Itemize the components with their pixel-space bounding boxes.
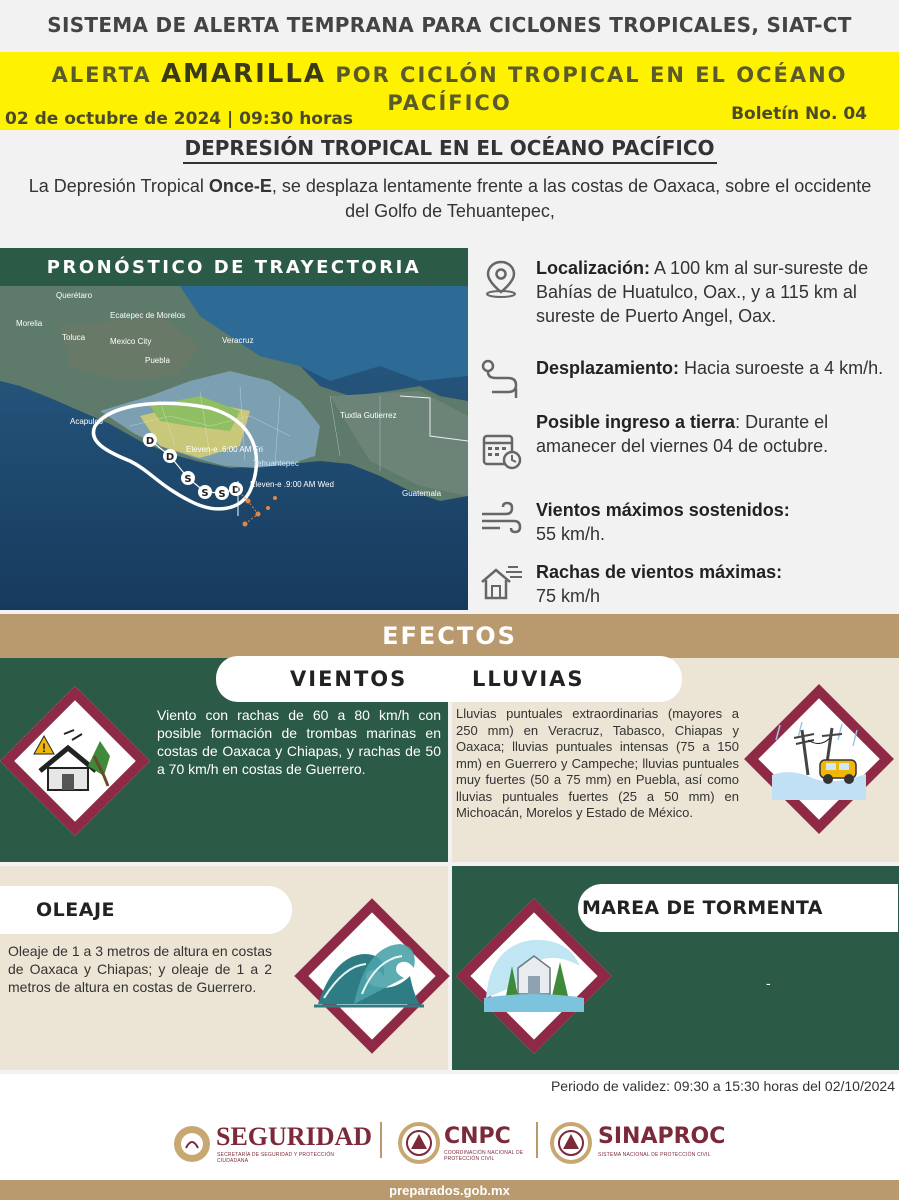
- track-point: [181, 471, 195, 485]
- seguridad-emblem-icon: [172, 1124, 212, 1164]
- map-label: Puebla: [145, 356, 170, 365]
- winds-hazard-sign: [0, 686, 150, 836]
- alert-level: AMARILLA: [160, 59, 327, 89]
- cnpc-logo-sub: COORDINACIÓN NACIONAL DE PROTECCIÓN CIVIL: [444, 1150, 524, 1162]
- svg-text:!: !: [42, 741, 46, 755]
- forecast-label: Eleven-e .9:00 AM Wed: [250, 480, 334, 489]
- forecast-label: Eleven-e .6:00 AM Fri: [186, 445, 263, 454]
- wind-house-icon: [30, 726, 120, 796]
- system-title: SISTEMA DE ALERTA TEMPRANA PARA CICLONES TROPICALES, SIAT-CT: [47, 13, 852, 37]
- svg-text:D: D: [231, 485, 241, 496]
- surge-house-icon: [484, 936, 584, 1012]
- rain-text: Lluvias puntuales extraordinarias (mayores a 250 mm) en Veracruz, Tabasco, Chiapas y Oaxaca; lluvias puntuales intensas (75 a 150 mm) en Guerrero y Campeche; lluvias puntuales muy fuertes (50 a 75 mm) en Puebla, así como lluvias puntuales fuertes (25 a 50 mm) en Michoacán, Morelos y Estado de México.: [456, 706, 739, 820]
- footer-url-bar: [0, 1180, 899, 1200]
- effects-heading: EFECTOS: [0, 614, 899, 658]
- map-label: Guatemala: [402, 489, 442, 498]
- rain-title: LLUVIAS: [472, 667, 585, 691]
- map-label: Acapulco: [70, 417, 103, 426]
- trajectory-map: [0, 286, 468, 610]
- svg-text:S: S: [184, 474, 192, 485]
- track-point: [229, 482, 243, 496]
- sinaproc-logo-name: SINAPROC: [598, 1124, 726, 1149]
- waves-hazard-sign: [292, 896, 452, 1056]
- system-heading: DEPRESIÓN TROPICAL EN EL OCÉANO PACÍFICO: [0, 136, 899, 160]
- track-point: [143, 433, 157, 447]
- validity-bar: [0, 1074, 899, 1100]
- winds-text: Viento con rachas de 60 a 80 km/h con posible formación de trombas marinas en costas de Oaxaca y Chiapas, y rachas de 50 a 70 km/h en costas de Guerrero.: [157, 707, 441, 777]
- system-name: Once-E: [208, 176, 272, 196]
- map-label: Toluca: [62, 333, 86, 342]
- map-label: Querétaro: [56, 291, 93, 300]
- seguridad-logo-name: SEGURIDAD: [216, 1122, 373, 1151]
- track-point: [215, 486, 229, 500]
- route-icon: [478, 358, 524, 398]
- storm-surge-text: -: [766, 975, 771, 991]
- track-point: [198, 485, 212, 499]
- cnpc-logo-name: CNPC: [444, 1124, 511, 1149]
- info-movement: Desplazamiento: Hacia suroeste a 4 km/h.: [478, 354, 898, 410]
- svg-text:D: D: [145, 436, 155, 447]
- footer-logos: [0, 1100, 899, 1180]
- waves-icon: [314, 936, 424, 1012]
- winds-title: VIENTOS: [290, 667, 408, 691]
- house-wind-icon: [478, 562, 524, 602]
- sinaproc-emblem-icon: [550, 1122, 592, 1164]
- waves-text: Oleaje de 1 a 3 metros de altura en costas de Oaxaca y Chiapas; y oleaje de 1 a 2 metros de altura en costas de Guerrero.: [8, 943, 272, 995]
- map-label: Morelia: [16, 319, 43, 328]
- validity-period: Periodo de validez: 09:30 a 15:30 horas del 02/10/2024: [550, 1078, 895, 1094]
- wind-icon: [478, 500, 524, 540]
- map-graphic: [0, 286, 468, 610]
- rain-hazard-sign: [744, 684, 894, 834]
- footer-url[interactable]: preparados.gob.mx: [389, 1182, 510, 1198]
- waves-title: OLEAJE: [0, 886, 292, 934]
- storm-surge-title: MAREA DE TORMENTA: [578, 884, 898, 932]
- info-gusts: Rachas de vientos máximas: 75 km/h: [478, 558, 898, 610]
- system-title-bar: [0, 0, 899, 50]
- map-label: Veracruz: [222, 336, 254, 345]
- info-location: Localización: A 100 km al sur-sureste de Bahías de Huatulco, Oax., y a 115 km al sureste de Puerto Angel, Oax.: [478, 254, 898, 350]
- winds-rain-titles: [216, 656, 682, 702]
- storm-surge-hazard-sign: [454, 896, 614, 1056]
- map-label: Ecatepec de Morelos: [110, 311, 186, 320]
- system-description: La Depresión Tropical Once-E, se desplaza lentamente frente a las costas de Oaxaca, sobre el occidente del Golfo de Tehuantepec,: [28, 176, 872, 221]
- track-point: [163, 449, 177, 463]
- flood-car-icon: [772, 720, 866, 800]
- alert-title: ALERTA AMARILLA POR CICLÓN TROPICAL EN EL OCÉANO PACÍFICO: [51, 59, 848, 115]
- seguridad-logo-sub: SECRETARÍA DE SEGURIDAD Y PROTECCIÓN CIUDADANA: [217, 1152, 335, 1164]
- calendar-clock-icon: [478, 430, 524, 470]
- cnpc-emblem-icon: [398, 1122, 440, 1164]
- info-max-winds: Vientos máximos sostenidos: 55 km/h.: [478, 496, 898, 548]
- info-landfall: Posible ingreso a tierra: Durante el amanecer del viernes 04 de octubre.: [478, 410, 898, 484]
- bulletin-date: 02 de octubre de 2024 | 09:30 horas: [5, 109, 353, 129]
- svg-text:S: S: [201, 488, 209, 499]
- map-label: Tehuantepec: [253, 459, 299, 468]
- svg-text:D: D: [165, 452, 175, 463]
- location-pin-icon: [478, 258, 524, 298]
- svg-text:S: S: [218, 489, 226, 500]
- bulletin-number: Boletín No. 04: [731, 104, 867, 124]
- sinaproc-logo-sub: SISTEMA NACIONAL DE PROTECCIÓN CIVIL: [598, 1152, 711, 1158]
- trajectory-heading: PRONÓSTICO DE TRAYECTORIA: [0, 248, 468, 286]
- map-label: Mexico City: [110, 337, 152, 346]
- map-label: Tuxtla Gutierrez: [340, 411, 397, 420]
